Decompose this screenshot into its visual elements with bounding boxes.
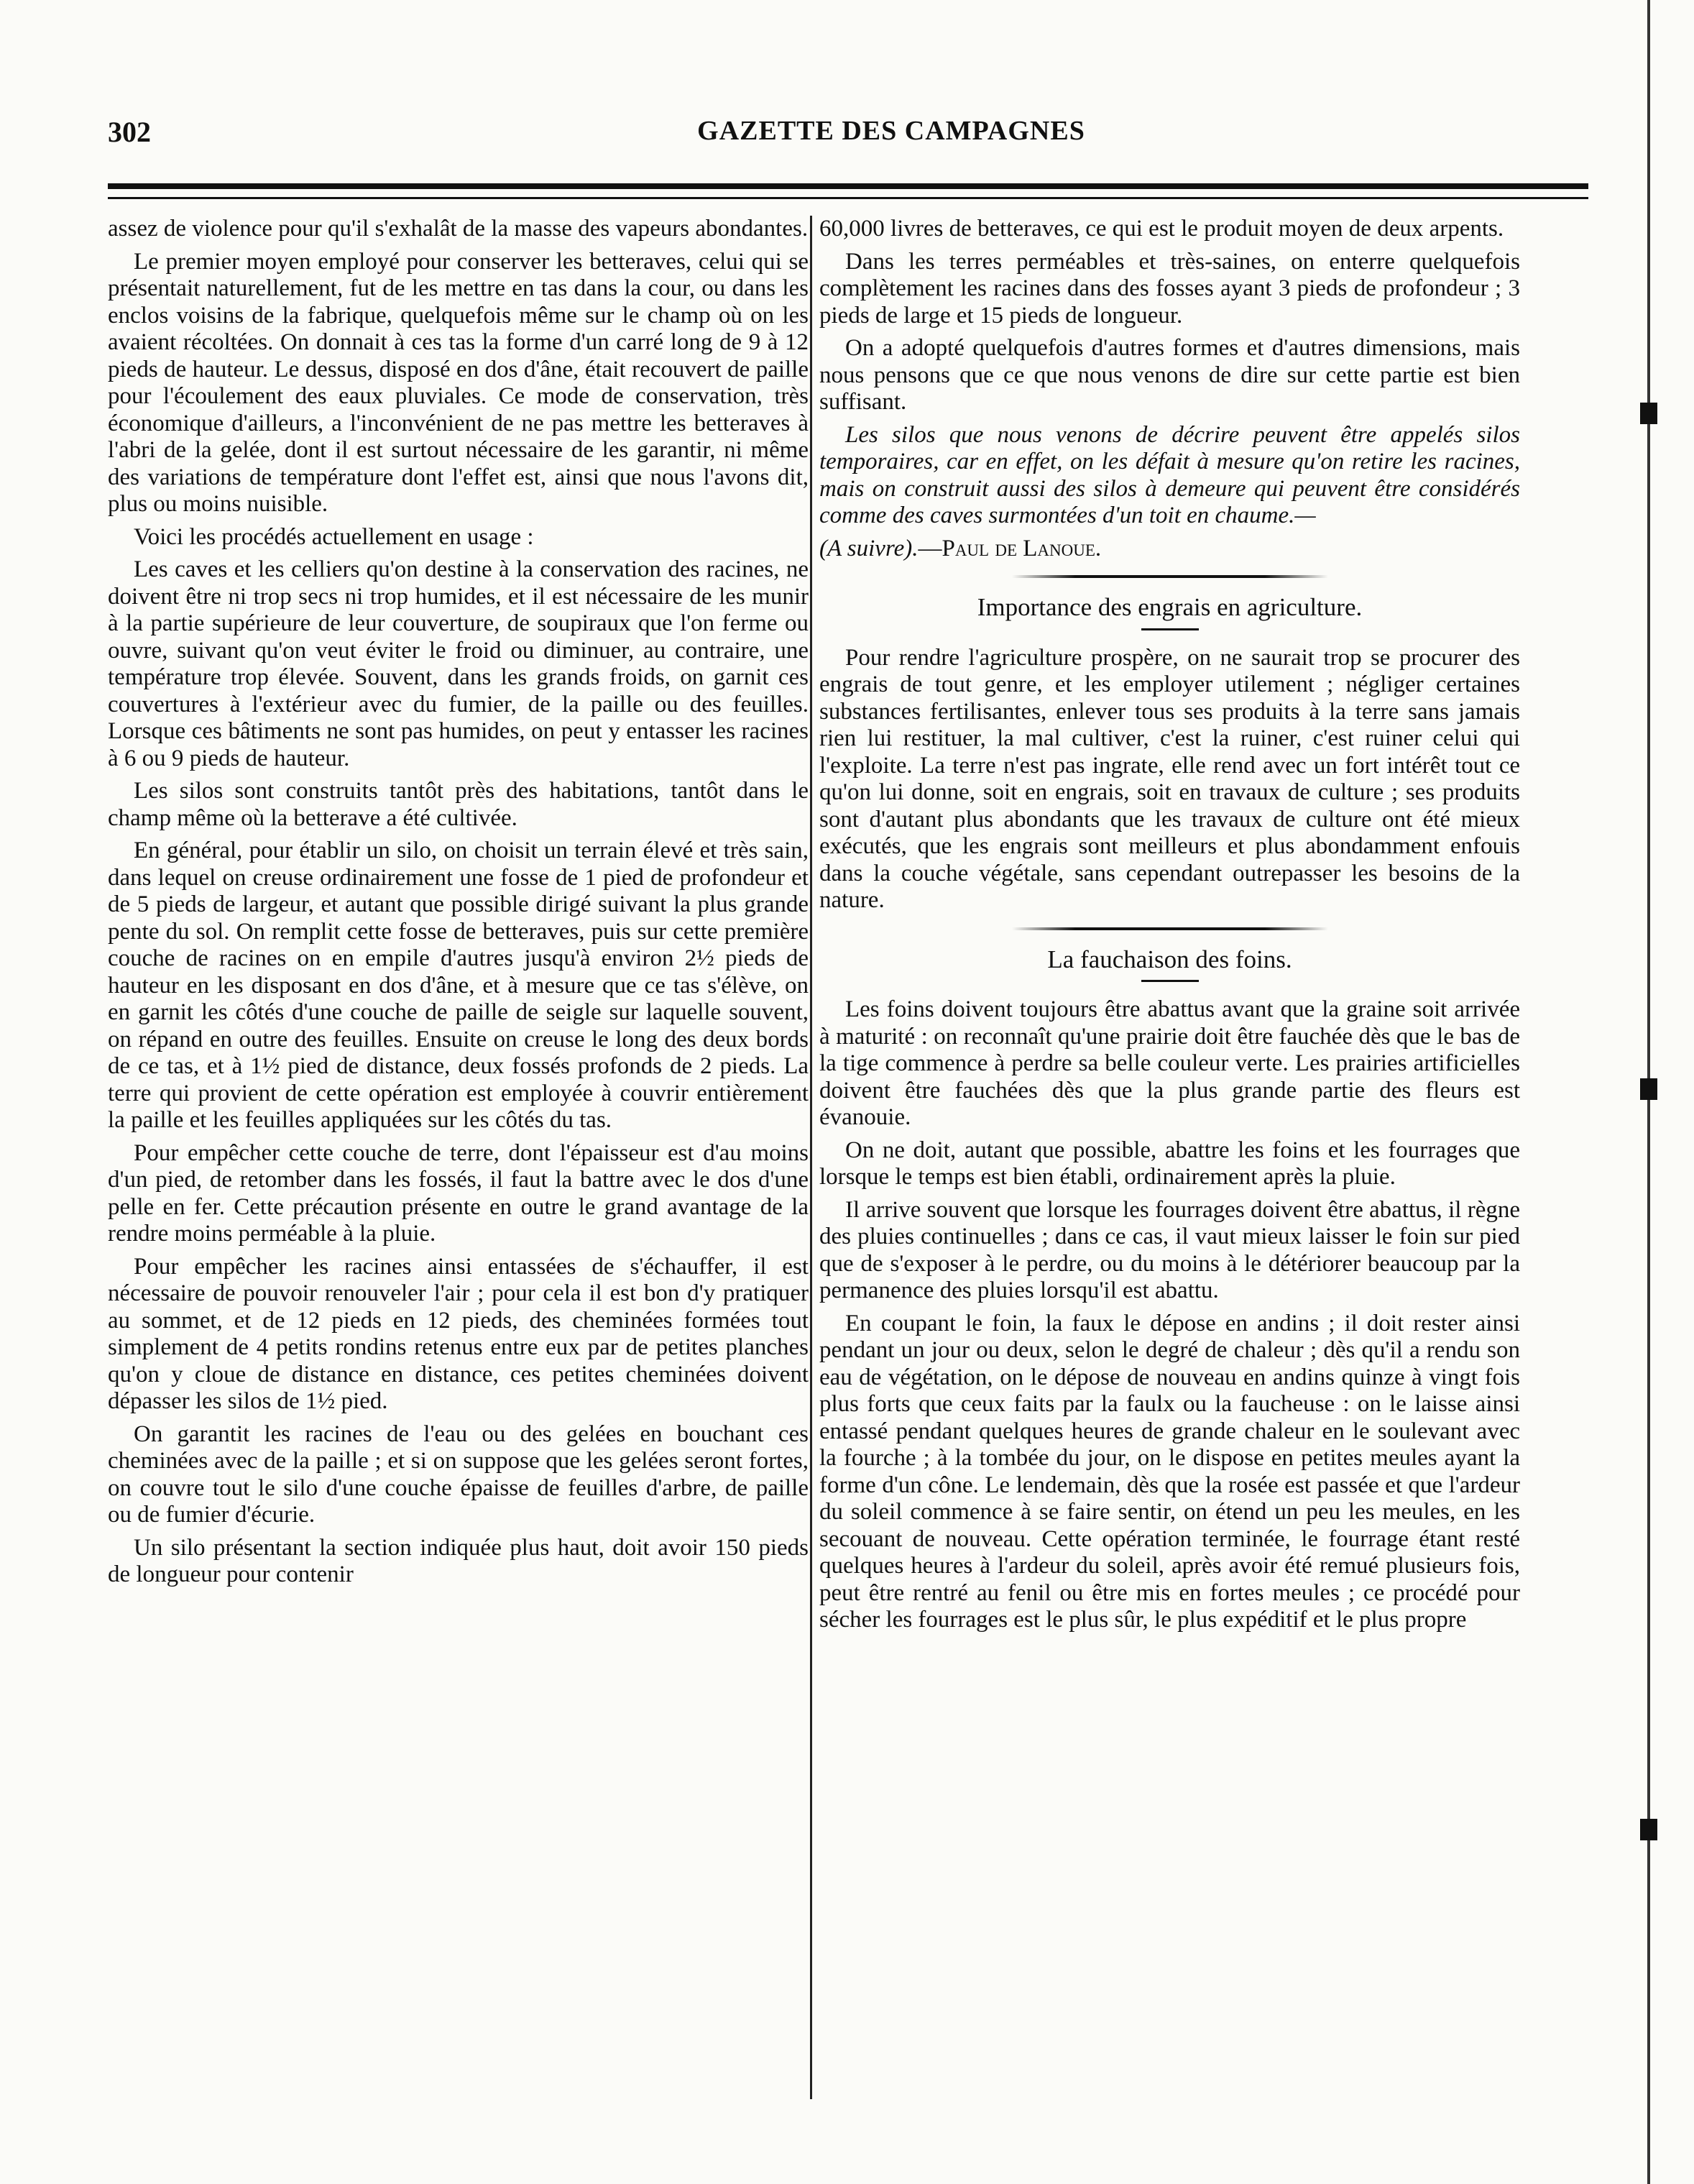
binding-mark — [1640, 403, 1657, 424]
right-column — [819, 216, 1520, 1640]
paragraph: On a adopté quelquefois d'autres formes et d'autres dimensions, mais nous pensons que ce que nous venons de dire sur cette partie est bien suffisant. — [819, 335, 1520, 415]
paragraph: Pour empêcher les racines ainsi entassées de s'échauffer, il est nécessaire de pouvoir renouveler l'air ; pour cela il est bon d'y pratiquer au sommet, et de 12 pieds en 12 pieds, des cheminées formées tout simplement de 4 petits rondins retenus entre eux par de petites planches qu'on y cloue de distance en distance, ces petites cheminées doivent dépasser les silos de 1½ pied. — [108, 1253, 809, 1414]
paragraph: Pour empêcher cette couche de terre, dont l'épaisseur est d'au moins d'un pied, de retomber dans les fossés, il faut la battre avec le dos d'une pelle en fer. Cette précaution présente en outre le grand avantage de la rendre moins perméable à la pluie. — [108, 1139, 809, 1247]
signature-line — [819, 536, 1520, 563]
paragraph: On ne doit, autant que possible, abattre les foins et les fourrages que lorsque le temps est bien établi, ordinairement après la pluie. — [819, 1137, 1520, 1190]
paragraph: Dans les terres perméables et très-saines, on enterre quelquefois complètement les racines dans des fosses ayant 3 pieds de profondeur ; 3 pieds de large et 15 pieds de longueur. — [819, 248, 1520, 329]
paragraph: Il arrive souvent que lorsque les fourrages doivent être abattus, il règne des pluies continuelles ; dans ce cas, il vaut mieux laisser le foin sur pied que de s'exposer à le perdre, ou du moins à le détériorer beaucoup par la permanence des pluies lorsqu'il est abattu. — [819, 1196, 1520, 1303]
header-rule-thick — [108, 183, 1588, 189]
paragraph: assez de violence pour qu'il s'exhalât de la masse des vapeurs abondantes. — [108, 216, 809, 242]
paragraph: Les silos que nous venons de décrire peuvent être appelés silos temporaires, car en effet, on les défait à mesure qu'on retire les racines, mais on construit aussi des silos à demeure qui peuvent être considérés comme des caves surmontées d'un toit en chaume.— — [819, 421, 1520, 528]
paragraph: Le premier moyen employé pour conserver les betteraves, celui qui se présentait naturellement, fut de les mettre en tas dans la cour, ou dans les enclos voisins de la fabrique, quelquefois même sur le champ où on les avaient récoltées. On donnait à ces tas la forme d'un carré long de 9 à 12 pieds de hauteur. Le dessus, disposé en dos d'âne, était recouvert de paille pour l'écoulement des eaux pluviales. Ce mode de conservation, très économique d'ailleurs, a l'inconvénient de ne pas mettre les betteraves à l'abri de la gelée, dont il est surtout nécessaire de les garantir, ni même des variations de température dont l'effet est, ainsi que nous l'avons dit, plus ou moins nuisible. — [108, 248, 809, 517]
article-title-fauchaison: La fauchaison des foins. — [1047, 945, 1292, 973]
running-title: GAZETTE DES CAMPAGNES — [697, 116, 1085, 146]
paragraph: On garantit les racines de l'eau ou des gelées en bouchant ces cheminées avec de la paille ; et si on suppose que les gelées seront fortes, on couvre tout le silo d'une couche épaisse de feuilles d'arbre, de paille ou de fumier d'écurie. — [108, 1421, 809, 1528]
title-dash — [1141, 628, 1199, 630]
column-divider — [810, 216, 812, 2099]
header-rule-thin — [108, 197, 1588, 199]
paragraph: 60,000 livres de betteraves, ce qui est le produit moyen de deux arpents. — [819, 216, 1504, 242]
binding-mark — [1640, 1078, 1657, 1100]
paragraph: Les foins doivent toujours être abattus avant que la graine soit arrivée à maturité : on reconnaît qu'une prairie doit être fauchée dès que le bas de la tige commence à perdre sa belle couleur verte. Les prairies artificielles doivent être fauchées dès que la plus grande partie des fleurs est évanouie. — [819, 996, 1520, 1130]
signature-dash: — — [918, 535, 942, 561]
paragraph: En coupant le foin, la faux le dépose en andins ; il doit rester ainsi pendant un jour ou deux, selon le degré de chaleur ; dès qu'il a rendu son eau de végétation, on le dépose de nouveau en andins quinze à vingt fois plus forts que ceux faits par la faulx ou la faucheuse : on le laisse ainsi entassé pendant quelques heures de grande chaleur en le soulevant avec la fourche ; à la tombée du jour, on le dispose en petites meules ayant la forme d'un cône. Le lendemain, dès que la rosée est passée et que l'ardeur du soleil commence à se faire sentir, on étend un peu les meules, en les secouant de nouveau. Cette opération terminée, le fourrage étant resté quelques heures à l'ardeur du soleil, après avoir été remué plusieurs fois, peut être rentré au fenil ou être mis en fortes meules ; ce procédé pour sécher les fourrages est le plus sûr, le plus expéditif et le plus propre — [819, 1310, 1520, 1633]
author-name: Paul de Lanoue. — [942, 535, 1102, 561]
left-column — [108, 216, 809, 1595]
article-title-engrais: Importance des engrais en agriculture. — [977, 593, 1363, 621]
paragraph: Les silos sont construits tantôt près des habitations, tantôt dans le champ même où la betterave a été cultivée. — [108, 778, 809, 831]
page-number: 302 — [108, 116, 151, 148]
paragraph: Les caves et les celliers qu'on destine à la conservation des racines, ne doivent être ni trop secs ni trop humides, et il est nécessaire de les munir à la partie supérieure de leur couverture, de soupiraux que l'on ferme ou ouvre, suivant qu'on veut éviter le froid ou diminuer, au contraire, une température trop élevée. Souvent, dans les grands froids, on garnit ces couvertures à l'extérieur avec du fumier, de la paille ou des feuilles. Lorsque ces bâtiments ne sont pas humides, on peut y entasser les racines à 6 ou 9 pieds de hauteur. — [108, 556, 809, 771]
title-dash — [1141, 980, 1199, 982]
paragraph: Voici les procédés actuellement en usage : — [134, 523, 534, 550]
paragraph: Pour rendre l'agriculture prospère, on ne saurait trop se procurer des engrais de tout genre, et les employer utilement ; négliger certaines substances fertilisantes, enlever tous ses produits à la terre sans jamais rien lui restituer, la mal cultiver, c'est la ruiner, c'est ruiner celui qui l'exploite. La terre n'est pas ingrate, elle rend avec un fort intérêt tout ce qu'on lui donne, soit en engrais, soit en travaux de culture ; ses produits sont d'autant plus abondants que les travaux de culture ont été mieux exécutés, que les engrais sont meilleurs et plus abondamment enfouis dans la couche végétale, sans cependant outrepasser les besoins de la nature. — [819, 644, 1520, 913]
paragraph: Un silo présentant la section indiquée plus haut, doit avoir 150 pieds de longueur pour contenir — [108, 1534, 809, 1587]
article-separator — [1012, 575, 1328, 578]
article-separator — [1012, 927, 1328, 930]
paragraph: En général, pour établir un silo, on choisit un terrain élevé et très sain, dans lequel on creuse ordinairement une fosse de 1 pied de profondeur et de 5 pieds de largeur, et autant que possible dirigé suivant la plus grande pente du sol. On remplit cette fosse de betteraves, puis sur cette première couche de racines on en empile d'autres jusqu'à environ 2½ pieds de hauteur en les disposant en dos d'âne, et à mesure que ce tas s'élève, on en garnit les côtés d'une couche de paille de seigle sur laquelle souvent, on répand en outre des feuilles. Ensuite on creuse le long des deux bords de ce tas, et à 1½ pied de distance, deux fossés profonds de 2 pieds. La terre qui provient de cette opération est employée à couvrir entièrement la paille et les feuilles appliquées sur les côtés du tas. — [108, 838, 809, 1133]
suivre-note: (A suivre). — [819, 535, 919, 561]
binding-mark — [1640, 1819, 1657, 1840]
